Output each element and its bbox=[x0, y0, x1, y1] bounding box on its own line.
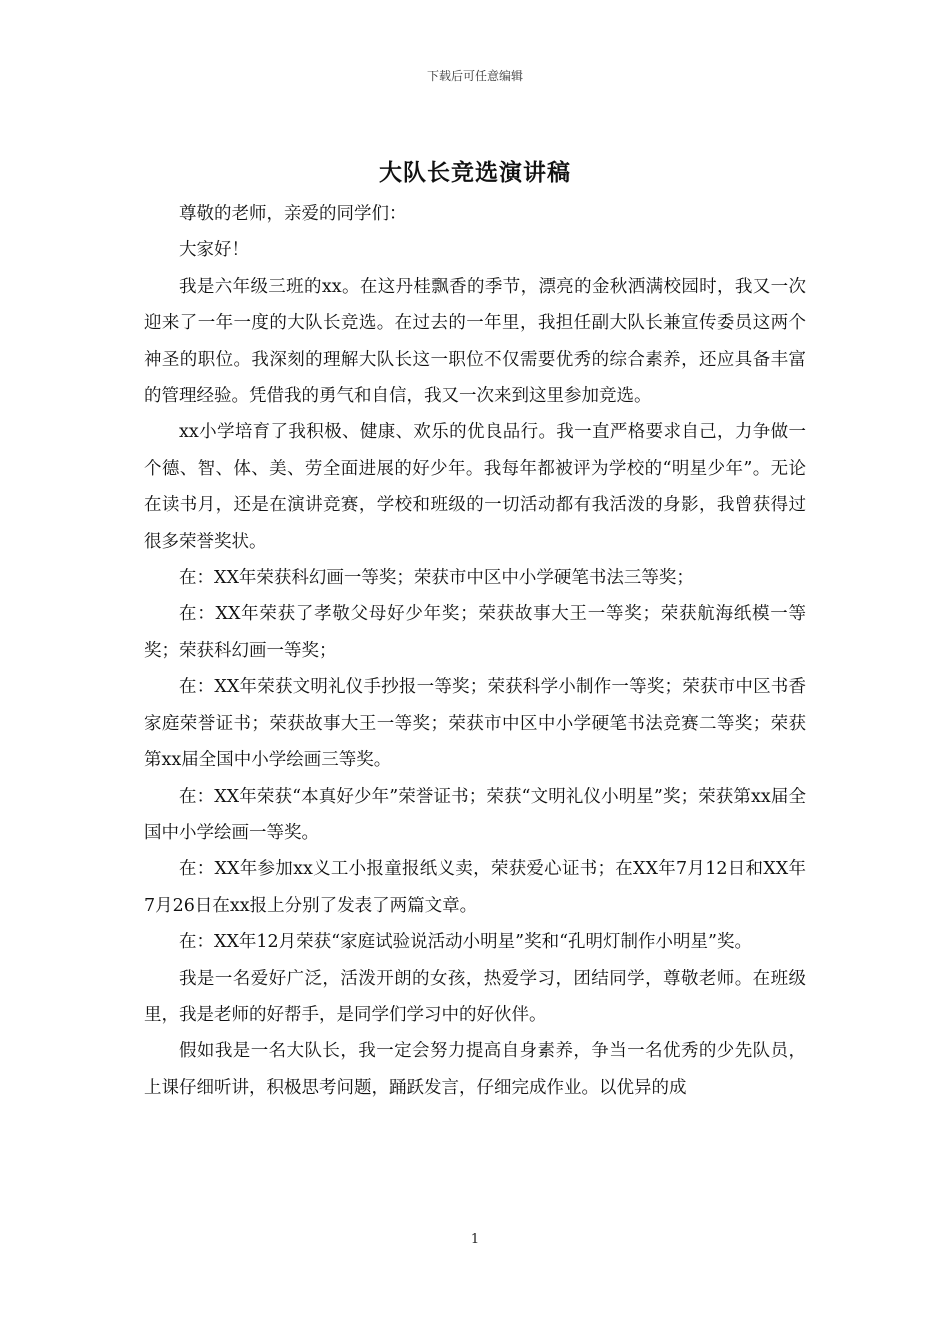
paragraph-salutation: 尊敬的老师，亲爱的同学们： bbox=[179, 204, 407, 224]
paragraph-school-background: xx小学培育了我积极、健康、欢乐的优良品行。我一直严格要求自己，力争做一个德、智、体、美、劳全面进展的好少年。我每年都被评为学校的“明星少年”。无论在读书月，还是在演讲竞赛，学校和班级的一切活动都有我活泼的身影，我曾获得过很多荣誉奖状。 bbox=[144, 422, 806, 552]
paragraph-introduction: 我是六年级三班的xx。在这丹桂飘香的季节，漂亮的金秋洒满校园时，我又一次迎来了一年一度的大队长竞选。在过去的一年里，我担任副大队长兼宣传委员这两个神圣的职位。我深刻的理解大队长这一职位不仅需要优秀的综合素养，还应具备丰富的管理经验。凭借我的勇气和自信，我又一次来到这里参加竞选。 bbox=[144, 276, 806, 407]
document-title: 大队长竞选演讲稿 bbox=[379, 159, 571, 186]
paragraph-award-4: 在：XX年荣获“本真好少年”荣誉证书；荣获“文明礼仪小明星”奖；荣获第xx届全国中小学绘画一等奖。 bbox=[144, 786, 806, 843]
paragraph-commitment: 假如我是一名大队长，我一定会努力提高自身素养，争当一名优秀的少先队员，上课仔细听讲，积极思考问题，踊跃发言，仔细完成作业。以优异的成 bbox=[144, 1041, 806, 1098]
paragraph-award-3: 在：XX年荣获文明礼仪手抄报一等奖；荣获科学小制作一等奖；荣获市中区书香家庭荣誉证书；荣获故事大王一等奖；荣获市中区中小学硬笔书法竞赛二等奖；荣获第xx届全国中小学绘画三等奖。 bbox=[144, 677, 806, 771]
paragraph-award-2: 在：XX年荣获了孝敬父母好少年奖；荣获故事大王一等奖；荣获航海纸模一等奖；荣获科幻画一等奖； bbox=[144, 604, 806, 661]
paragraph-award-1: 在：XX年荣获科幻画一等奖；荣获市中区中小学硬笔书法三等奖； bbox=[179, 568, 694, 589]
paragraph-award-5: 在：XX年参加xx义工小报童报纸义卖，荣获爱心证书；在XX年7月12日和XX年7月26日在xx报上分别了发表了两篇文章。 bbox=[144, 859, 806, 916]
paragraph-award-6: 在：XX年12月荣获“家庭试验说活动小明星”奖和“孔明灯制作小明星”奖。 bbox=[179, 932, 752, 953]
page-number: 1 bbox=[470, 1232, 480, 1247]
document-body bbox=[144, 196, 806, 1106]
paragraph-greeting: 大家好！ bbox=[179, 240, 249, 261]
header-note: 下载后可任意编辑 bbox=[426, 69, 523, 83]
paragraph-personality: 我是一名爱好广泛，活泼开朗的女孩，热爱学习，团结同学，尊敬老师。在班级里，我是老师的好帮手，是同学们学习中的好伙伴。 bbox=[144, 968, 806, 1025]
